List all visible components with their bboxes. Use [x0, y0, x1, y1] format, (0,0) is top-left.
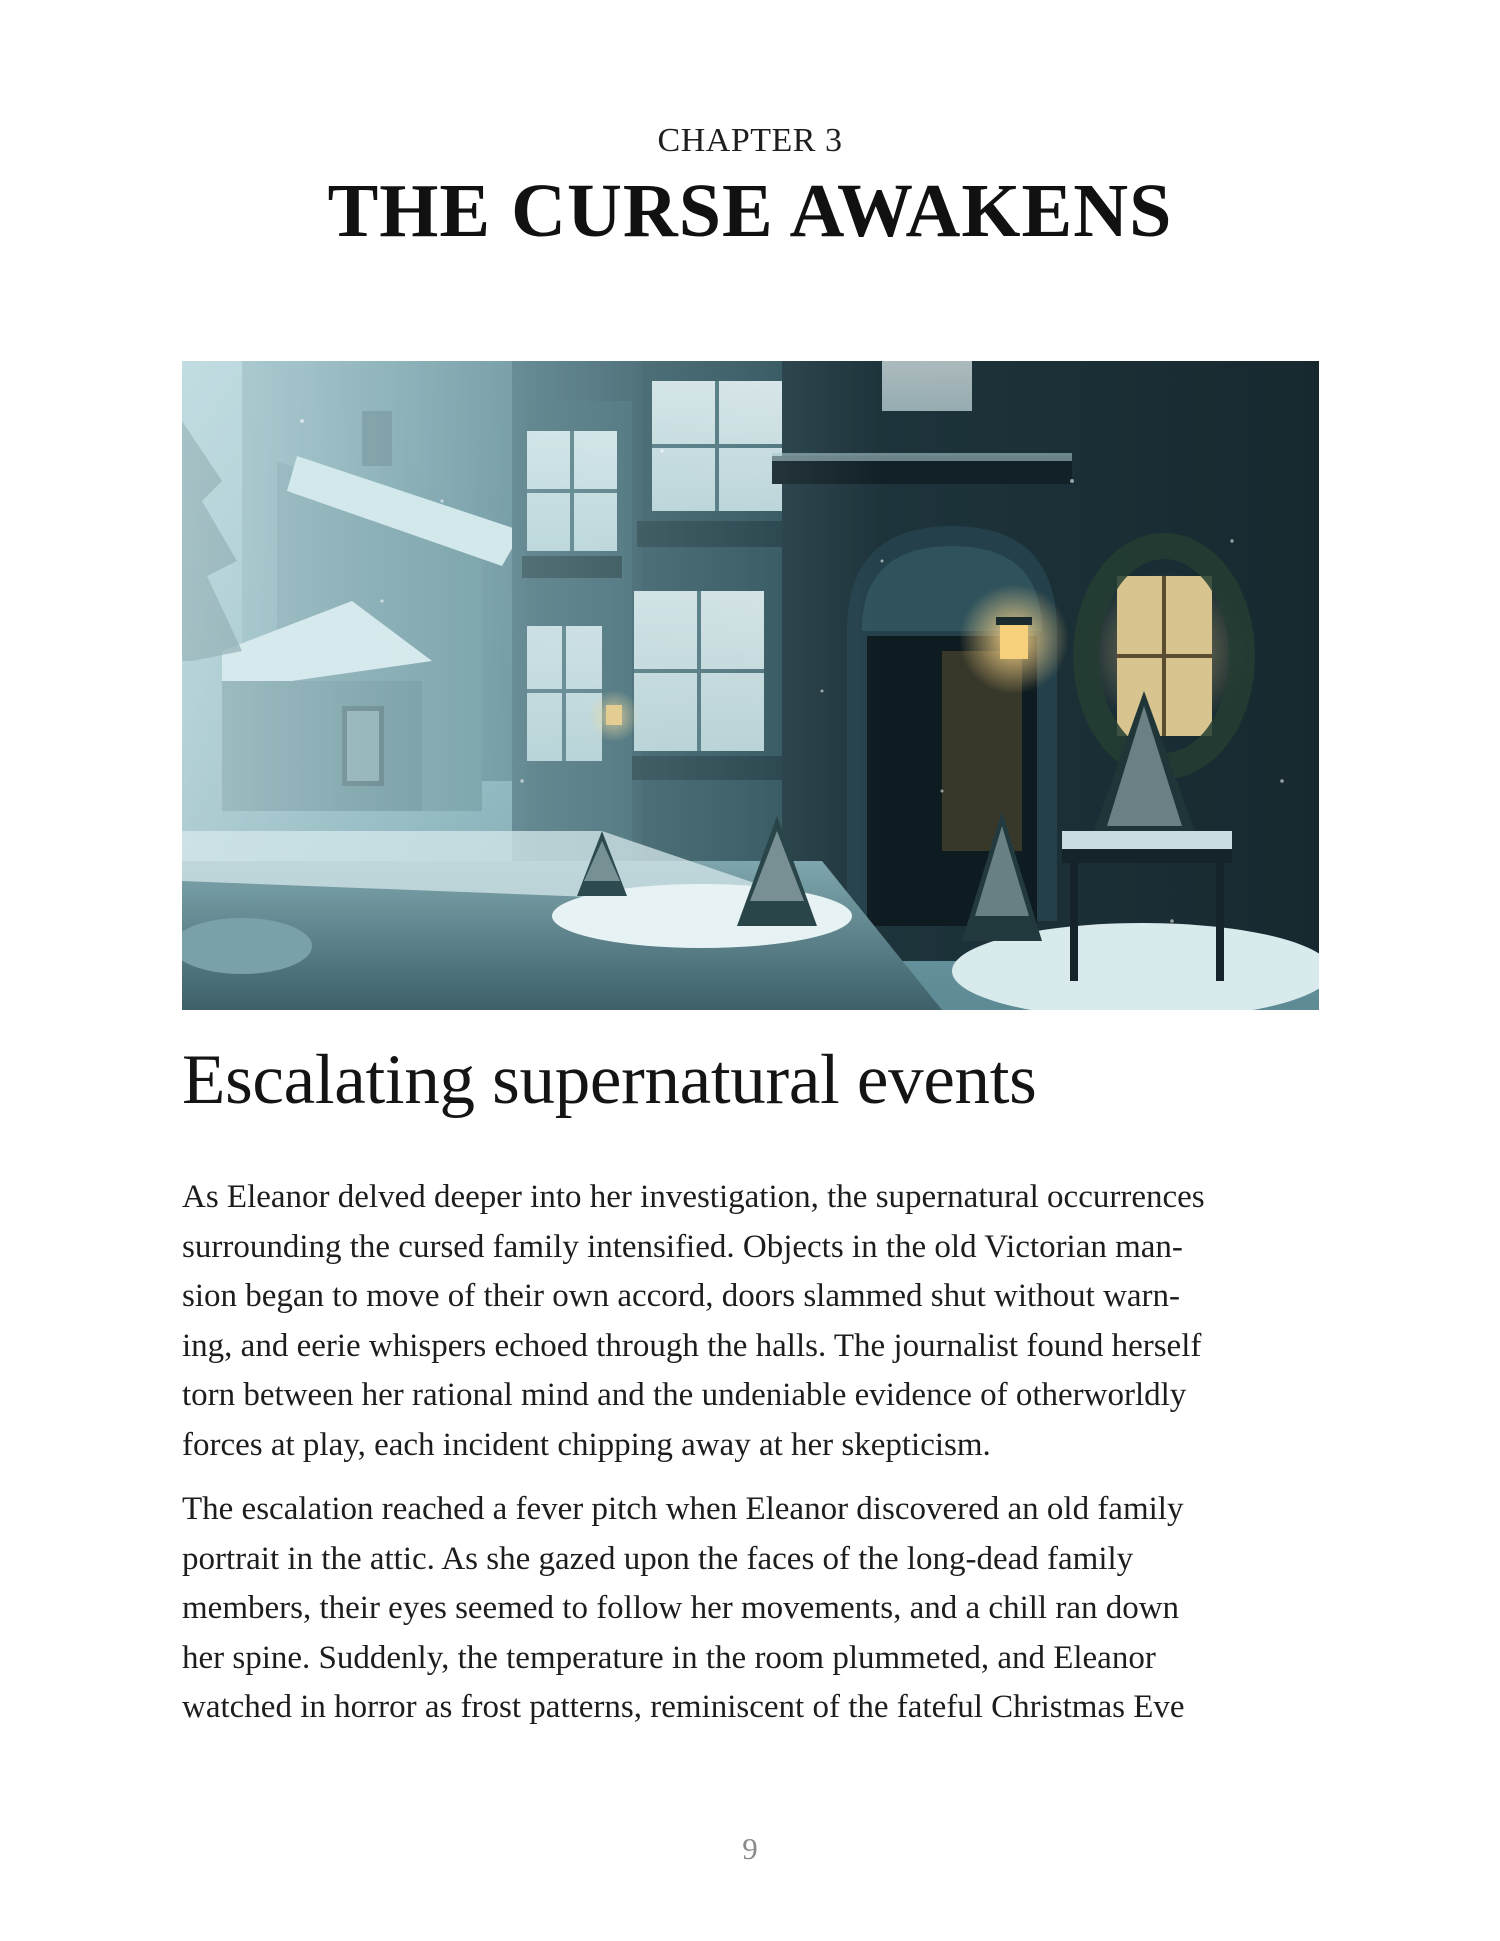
paragraph-line: As Eleanor delved deeper into her investigation, the supernatural occurrences: [182, 1179, 1205, 1215]
paragraph-line: portrait in the attic. As she gazed upon the faces of the long-dead family: [182, 1540, 1134, 1577]
paragraph-line: sion began to move of their own accord, doors slammed shut without warn-: [182, 1278, 1181, 1314]
paragraph-line: watched in horror as frost patterns, reminiscent of the fateful Christmas Eve: [182, 1689, 1185, 1725]
page-number: 9: [742, 1831, 758, 1866]
paragraph-line: ing, and eerie whispers echoed through the halls. The journalist found herself: [182, 1327, 1202, 1364]
paragraph-line: forces at play, each incident chipping away at her skepticism.: [182, 1426, 991, 1463]
section-heading: Escalating supernatural events: [182, 1041, 1037, 1119]
chapter-label: CHAPTER 3: [657, 122, 843, 159]
chapter-illustration: [182, 361, 1319, 1010]
paragraph-line: members, their eyes seemed to follow her movements, and a chill ran down: [182, 1590, 1180, 1626]
paragraph-line: her spine. Suddenly, the temperature in the room plummeted, and Eleanor: [182, 1639, 1156, 1676]
body-paragraph: [182, 1485, 1328, 1733]
chapter-title: THE CURSE AWAKENS: [327, 169, 1173, 253]
paragraph-line: surrounding the cursed family intensified. Objects in the old Victorian man-: [182, 1228, 1183, 1265]
paragraph-line: The escalation reached a fever pitch when Eleanor discovered an old family: [182, 1491, 1184, 1527]
paragraph-line: torn between her rational mind and the undeniable evidence of otherworldly: [182, 1377, 1187, 1413]
body-paragraph: [182, 1173, 1328, 1470]
